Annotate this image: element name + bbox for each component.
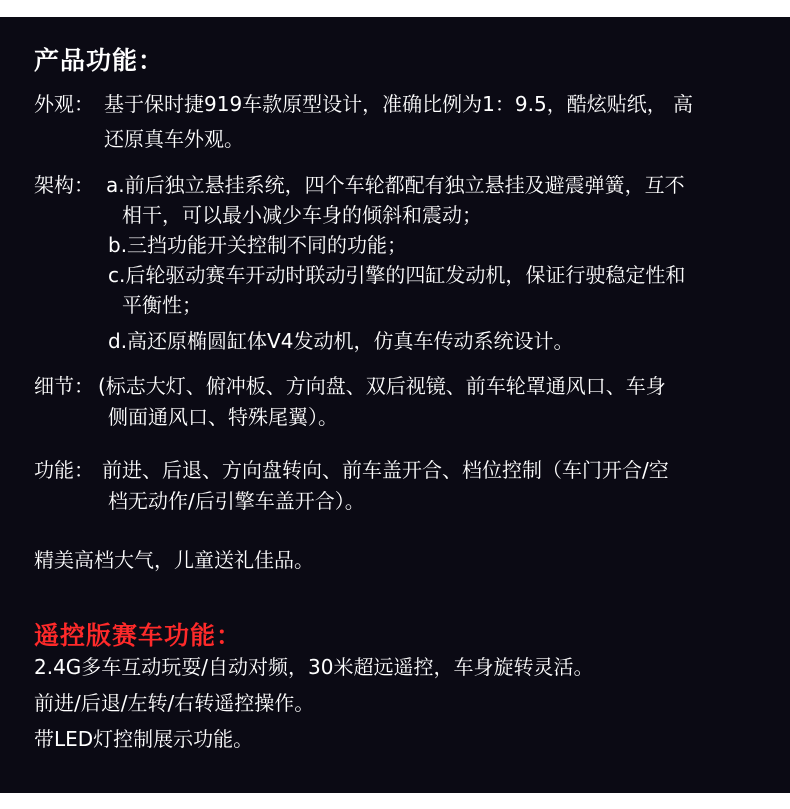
details-text-line1: (标志大灯、俯冲板、方向盘、双后视镜、前车轮罩通风口、车身 (98, 374, 666, 398)
structure-item-b: b.三挡功能开关控制不同的功能； (108, 233, 408, 257)
rc-feature-line3: 带LED灯控制展示功能。 (34, 727, 254, 751)
gift-text: 精美高档大气，儿童送礼佳品。 (34, 548, 314, 572)
product-features-title: 产品功能： (34, 46, 165, 75)
structure-item-d: d.高还原椭圆缸体V4发动机，仿真车传动系统设计。 (108, 329, 574, 353)
functions-text-line2: 档无动作/后引擎车盖开合）。 (108, 489, 365, 513)
exterior-text-line2: 还原真车外观。 (104, 127, 244, 151)
exterior-text-line1: 基于保时捷919车款原型设计，准确比例为1：9.5，酷炫贴纸， 高 (104, 92, 694, 116)
structure-item-a-line1: a.前后独立悬挂系统，四个车轮都配有独立悬挂及避震弹簧，互不 (106, 173, 685, 197)
product-description-panel (0, 17, 790, 793)
functions-text-line1: 前进、后退、方向盘转向、前车盖开合、档位控制（车门开合/空 (102, 458, 669, 482)
details-text-line2: 侧面通风口、特殊尾翼）。 (108, 405, 338, 429)
functions-label: 功能： (34, 458, 94, 482)
rc-features-title: 遥控版赛车功能： (34, 621, 243, 650)
rc-feature-line2: 前进/后退/左转/右转遥控操作。 (34, 691, 315, 715)
structure-item-c-line1: c.后轮驱动赛车开动时联动引擎的四缸发动机，保证行驶稳定性和 (108, 263, 686, 287)
structure-item-a-line2: 相干，可以最小减少车身的倾斜和震动； (122, 203, 482, 227)
exterior-label: 外观： (34, 92, 94, 116)
details-label: 细节： (34, 374, 94, 398)
structure-item-c-line2: 平衡性； (122, 293, 202, 317)
rc-feature-line1: 2.4G多车互动玩耍/自动对频，30米超远遥控，车身旋转灵活。 (34, 655, 594, 679)
structure-label: 架构： (34, 173, 94, 197)
